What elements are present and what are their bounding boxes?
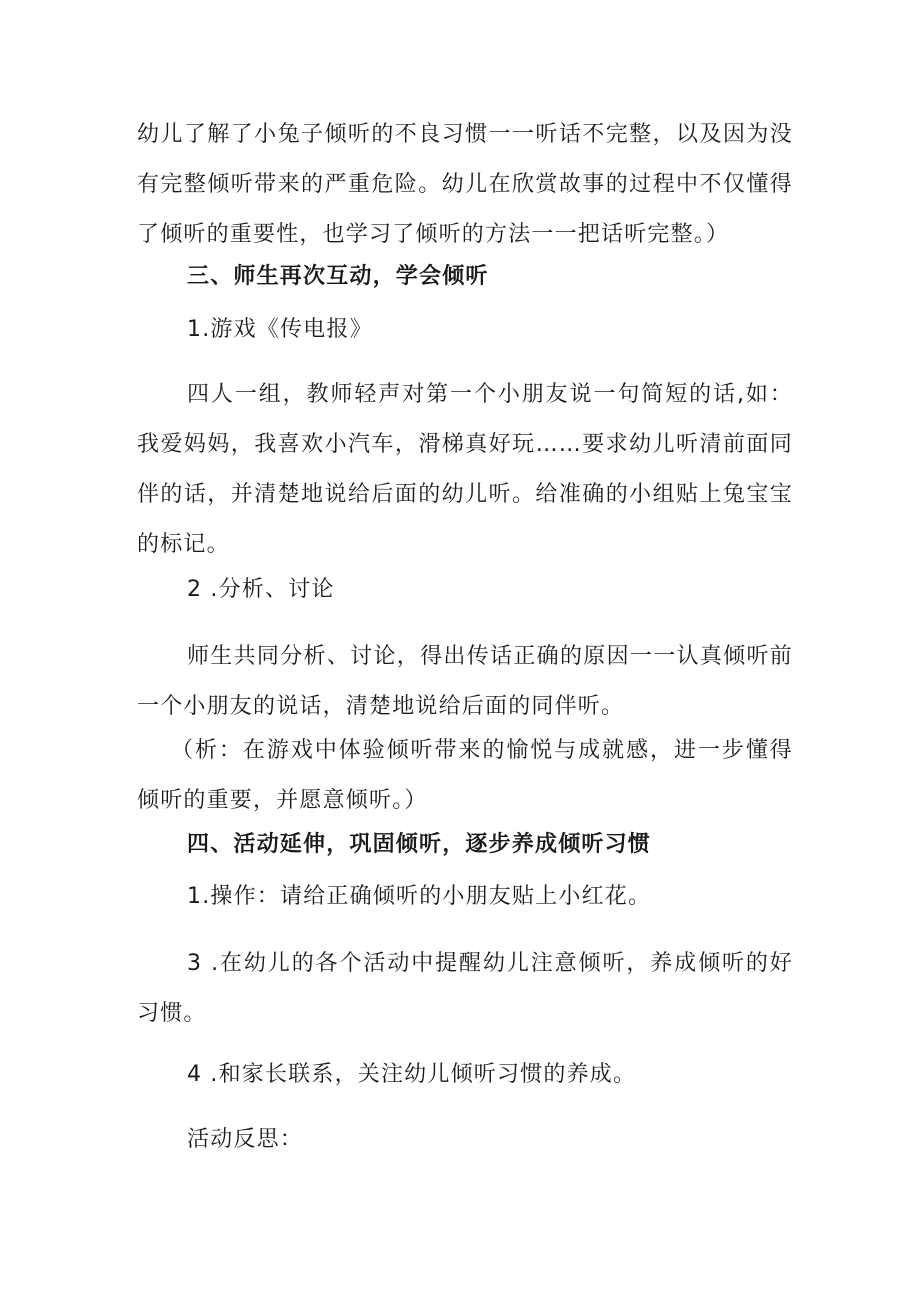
paragraph-game-description: 四人一组，教师轻声对第一个小朋友说一句简短的话,如：我爱妈妈，我喜欢小汽车，滑梯真好玩……要求幼儿听清前面同伴的话，并清楚地说给后面的幼儿听。给准确的小组贴上兔宝宝的标记。 (137, 382, 793, 557)
paragraph-discussion: 师生共同分析、讨论，得出传话正确的原因一一认真倾听前一个小朋友的说话，清楚地说给后面的同伴听。 (137, 644, 793, 719)
paragraph-analysis-story: 幼儿了解了小兔子倾听的不良习惯一一听话不完整，以及因为没有完整倾听带来的严重危险。幼儿在欣赏故事的过程中不仅懂得了倾听的重要性，也学习了倾听的方法一一把话听完整。） (137, 122, 793, 247)
item-analysis-title: 2 .分析、讨论 (187, 577, 335, 602)
item-operation: 1.操作：请给正确倾听的小朋友贴上小红花。 (187, 884, 652, 909)
reflection-heading: 活动反思： (187, 1127, 304, 1152)
item-parent-contact: 4 .和家长联系，关注幼儿倾听习惯的养成。 (187, 1062, 637, 1087)
section-heading-3: 三、师生再次互动，学会倾听 (187, 264, 489, 289)
item-activity-reminder: 3 .在幼儿的各个活动中提醒幼儿注意倾听，养成倾听的好习惯。 (137, 951, 793, 1026)
paragraph-game-analysis: （析：在游戏中体验倾听带来的愉悦与成就感，进一步懂得倾听的重要，并愿意倾听。） (137, 738, 793, 813)
item-game-title: 1.游戏《传电报》 (187, 317, 373, 342)
section-heading-4: 四、活动延伸，巩固倾听，逐步养成倾听习惯 (187, 832, 652, 857)
